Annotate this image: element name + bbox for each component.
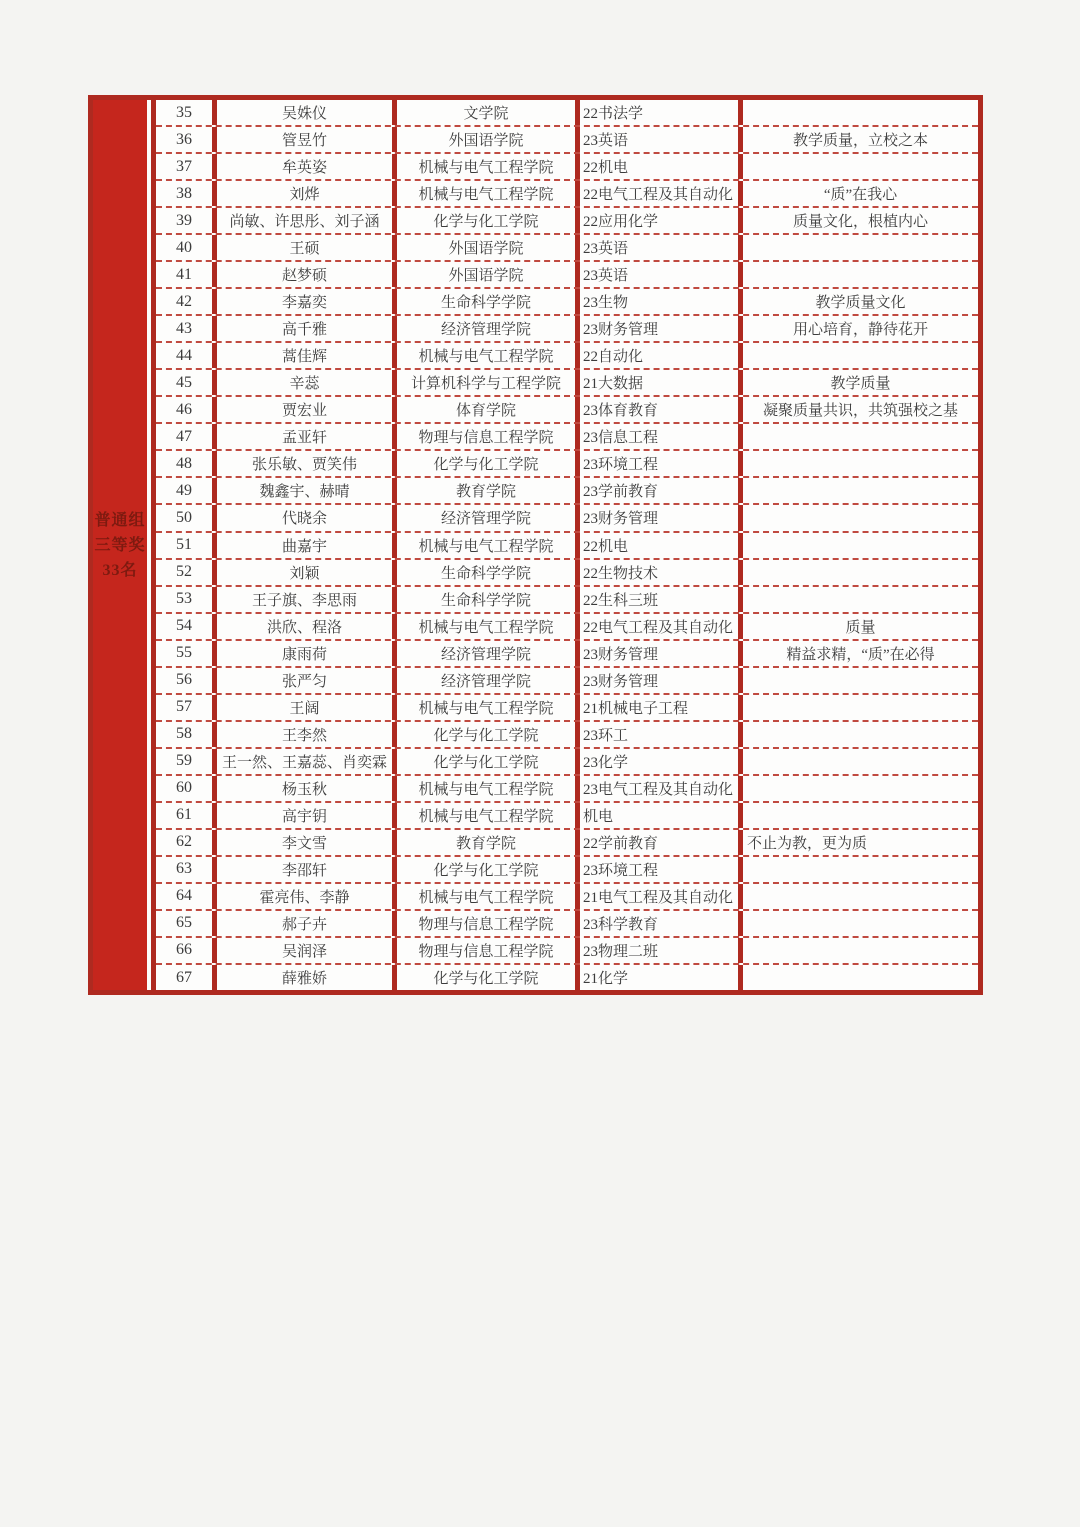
cell-name: 李嘉奕 [217,289,397,314]
cell-name: 霍亮伟、李静 [217,884,397,909]
cell-major: 23体育教育 [580,397,743,422]
cell-slogan [743,154,978,179]
cell-name: 康雨荷 [217,641,397,666]
cell-number: 41 [156,262,217,287]
cell-slogan [743,587,978,612]
cell-college: 计算机科学与工程学院 [397,370,580,395]
cell-college: 机械与电气工程学院 [397,884,580,909]
cell-name: 孟亚轩 [217,424,397,449]
cell-number: 55 [156,641,217,666]
cell-major: 23电气工程及其自动化 [580,776,743,801]
cell-college: 化学与化工学院 [397,749,580,774]
cell-college: 机械与电气工程学院 [397,343,580,368]
cell-number: 60 [156,776,217,801]
cell-slogan [743,668,978,693]
table-row [156,100,978,127]
cell-slogan [743,560,978,585]
cell-slogan [743,451,978,476]
cell-slogan [743,478,978,503]
table-row [156,154,978,181]
table-row [156,965,978,990]
group-label-line2: 三等奖 [94,536,146,554]
cell-name: 曲嘉宇 [217,533,397,558]
table-rows [156,100,978,990]
cell-major: 22电气工程及其自动化 [580,614,743,639]
cell-college: 化学与化工学院 [397,451,580,476]
cell-major: 21机械电子工程 [580,695,743,720]
cell-college: 生命科学学院 [397,289,580,314]
cell-slogan [743,776,978,801]
cell-major: 23英语 [580,262,743,287]
cell-college: 生命科学学院 [397,587,580,612]
cell-number: 46 [156,397,217,422]
cell-college: 生命科学学院 [397,560,580,585]
cell-slogan [743,884,978,909]
cell-number: 62 [156,830,217,855]
cell-number: 57 [156,695,217,720]
cell-name: 洪欣、程洛 [217,614,397,639]
cell-major: 机电 [580,803,743,828]
cell-name: 高千雅 [217,316,397,341]
cell-name: 郝子卉 [217,911,397,936]
table-row [156,316,978,343]
cell-number: 53 [156,587,217,612]
cell-slogan [743,695,978,720]
table-row [156,370,978,397]
cell-number: 37 [156,154,217,179]
table-row [156,478,978,505]
cell-slogan [743,505,978,530]
cell-major: 23生物 [580,289,743,314]
group-label [93,100,147,990]
table-row [156,938,978,965]
cell-name: 魏鑫宇、赫晴 [217,478,397,503]
cell-slogan [743,857,978,882]
table-row [156,424,978,451]
cell-college: 机械与电气工程学院 [397,154,580,179]
table-row [156,289,978,316]
cell-name: 尚敏、许思彤、刘子涵 [217,208,397,233]
cell-major: 23科学教育 [580,911,743,936]
cell-slogan: 凝聚质量共识，共筑强校之基 [762,403,958,420]
cell-college: 化学与化工学院 [397,965,580,990]
cell-number: 45 [156,370,217,395]
cell-major: 23财务管理 [580,641,743,666]
cell-name: 赵梦硕 [217,262,397,287]
cell-name: 刘颖 [217,560,397,585]
cell-name: 辛蕊 [217,370,397,395]
table-row [156,695,978,722]
cell-major: 23环境工程 [580,857,743,882]
cell-number: 39 [156,208,217,233]
cell-slogan [743,533,978,558]
cell-slogan: 教学质量文化 [815,295,906,312]
cell-name: 蒿佳辉 [217,343,397,368]
cell-name: 张严匀 [217,668,397,693]
cell-number: 58 [156,722,217,747]
table-row [156,208,978,235]
group-label-line1: 普通组 [94,511,146,529]
cell-number: 65 [156,911,217,936]
cell-number: 44 [156,343,217,368]
cell-college: 经济管理学院 [397,668,580,693]
cell-major: 23财务管理 [580,505,743,530]
cell-name: 代晓余 [217,505,397,530]
cell-major: 23英语 [580,127,743,152]
cell-name: 吴润泽 [217,938,397,963]
cell-number: 47 [156,424,217,449]
cell-major: 22应用化学 [580,208,743,233]
cell-major: 23物理二班 [580,938,743,963]
cell-major: 22自动化 [580,343,743,368]
group-label-cell [93,100,156,990]
cell-number: 48 [156,451,217,476]
cell-slogan [743,803,978,828]
cell-name: 王子旗、李思雨 [217,587,397,612]
cell-number: 59 [156,749,217,774]
cell-college: 机械与电气工程学院 [397,803,580,828]
cell-college: 外国语学院 [397,262,580,287]
cell-slogan: “质”在我心 [823,187,898,204]
cell-college: 化学与化工学院 [397,857,580,882]
cell-name: 吴姝仪 [217,100,397,125]
cell-major: 22电气工程及其自动化 [580,181,743,206]
table-row [156,505,978,532]
cell-number: 51 [156,533,217,558]
cell-college: 经济管理学院 [397,316,580,341]
cell-name: 高宇钥 [217,803,397,828]
cell-name: 杨玉秋 [217,776,397,801]
table-row [156,884,978,911]
table-row [156,343,978,370]
cell-major: 23信息工程 [580,424,743,449]
cell-slogan [743,262,978,287]
cell-major: 23学前教育 [580,478,743,503]
cell-number: 52 [156,560,217,585]
cell-number: 40 [156,235,217,260]
cell-slogan [743,749,978,774]
cell-number: 50 [156,505,217,530]
cell-major: 23化学 [580,749,743,774]
cell-number: 38 [156,181,217,206]
cell-slogan [743,235,978,260]
cell-number: 67 [156,965,217,990]
cell-college: 机械与电气工程学院 [397,695,580,720]
cell-major: 23财务管理 [580,316,743,341]
cell-name: 王硕 [217,235,397,260]
table-row [156,262,978,289]
cell-major: 22生科三班 [580,587,743,612]
cell-name: 薛雅娇 [217,965,397,990]
table-row [156,533,978,560]
cell-college: 教育学院 [397,478,580,503]
cell-slogan: 不止为教，更为质 [747,835,868,852]
cell-slogan [743,722,978,747]
cell-name: 王阔 [217,695,397,720]
cell-college: 外国语学院 [397,235,580,260]
table-row [156,235,978,262]
cell-number: 43 [156,316,217,341]
cell-number: 49 [156,478,217,503]
table-row [156,451,978,478]
cell-slogan [743,911,978,936]
cell-college: 机械与电气工程学院 [397,776,580,801]
cell-slogan: 质量文化，根植内心 [792,214,928,231]
cell-name: 刘烨 [217,181,397,206]
table-row [156,641,978,668]
cell-slogan: 质量 [845,619,876,636]
cell-college: 化学与化工学院 [397,722,580,747]
cell-college: 化学与化工学院 [397,208,580,233]
table-row [156,614,978,641]
cell-name: 张乐敏、贾笑伟 [217,451,397,476]
cell-major: 21化学 [580,965,743,990]
cell-number: 54 [156,614,217,639]
table-row [156,911,978,938]
cell-college: 经济管理学院 [397,505,580,530]
cell-major: 21大数据 [580,370,743,395]
cell-major: 23英语 [580,235,743,260]
table-row [156,397,978,424]
cell-slogan: 教学质量，立校之本 [792,133,928,150]
cell-name: 王一然、王嘉蕊、肖奕霖 [217,749,397,774]
cell-major: 22生物技术 [580,560,743,585]
cell-name: 王李然 [217,722,397,747]
cell-number: 35 [156,100,217,125]
awards-table [88,95,983,995]
cell-number: 42 [156,289,217,314]
cell-major: 22机电 [580,154,743,179]
table-row [156,749,978,776]
cell-college: 物理与信息工程学院 [397,938,580,963]
table-row [156,181,978,208]
cell-major: 21电气工程及其自动化 [580,884,743,909]
cell-slogan: 用心培育，静待花开 [792,322,928,339]
group-label-line3: 33名 [102,561,138,579]
cell-number: 64 [156,884,217,909]
cell-name: 管昱竹 [217,127,397,152]
cell-college: 机械与电气工程学院 [397,614,580,639]
cell-number: 36 [156,127,217,152]
cell-major: 23环境工程 [580,451,743,476]
cell-major: 23环工 [580,722,743,747]
table-row [156,803,978,830]
cell-slogan [743,938,978,963]
cell-number: 63 [156,857,217,882]
cell-college: 机械与电气工程学院 [397,181,580,206]
cell-slogan [743,100,978,125]
table-row [156,127,978,154]
cell-slogan: 教学质量 [830,376,891,393]
table-row [156,830,978,857]
cell-name: 贾宏业 [217,397,397,422]
cell-major: 22书法学 [580,100,743,125]
cell-college: 文学院 [397,100,580,125]
cell-number: 66 [156,938,217,963]
cell-college: 机械与电气工程学院 [397,533,580,558]
cell-slogan: 精益求精，“质”在必得 [786,646,935,663]
cell-name: 李文雪 [217,830,397,855]
cell-major: 22学前教育 [580,830,743,855]
cell-college: 教育学院 [397,830,580,855]
cell-major: 23财务管理 [580,668,743,693]
cell-slogan [743,424,978,449]
cell-major: 22机电 [580,533,743,558]
cell-slogan [743,343,978,368]
cell-name: 牟英姿 [217,154,397,179]
table-row [156,587,978,614]
cell-number: 56 [156,668,217,693]
cell-number: 61 [156,803,217,828]
cell-college: 经济管理学院 [397,641,580,666]
cell-college: 物理与信息工程学院 [397,424,580,449]
cell-college: 体育学院 [397,397,580,422]
table-row [156,857,978,884]
cell-slogan [743,965,978,990]
cell-college: 物理与信息工程学院 [397,911,580,936]
table-row [156,722,978,749]
table-row [156,776,978,803]
cell-name: 李邵轩 [217,857,397,882]
table-row [156,560,978,587]
cell-college: 外国语学院 [397,127,580,152]
table-row [156,668,978,695]
